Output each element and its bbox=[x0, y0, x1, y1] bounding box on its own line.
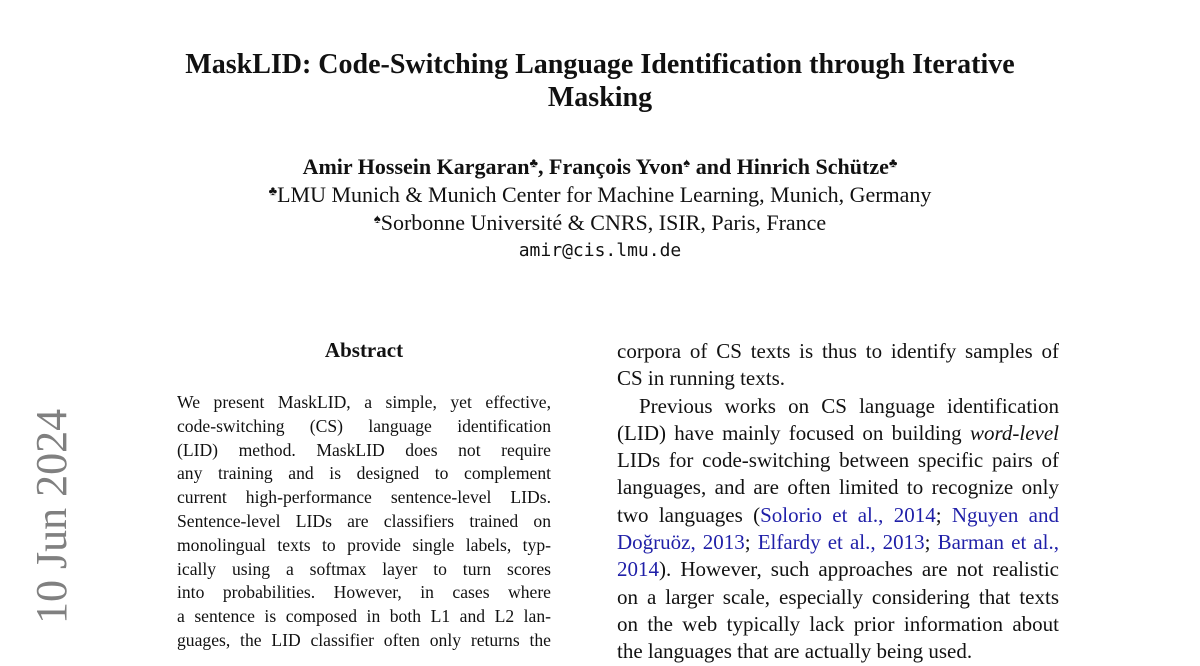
abstract-line: We present MaskLID, a simple, yet effective, bbox=[177, 392, 551, 412]
author-name-3: Hinrich Schütze bbox=[736, 154, 889, 179]
author-email: amir@cis.lmu.de bbox=[518, 240, 682, 261]
abstract-line: into probabilities. However, in cases where bbox=[177, 582, 551, 603]
abstract-column bbox=[177, 337, 551, 653]
abstract-line: current high-performance sentence-level LIDs. bbox=[177, 487, 551, 508]
body-text: (LID) have mainly focused on building bbox=[617, 420, 970, 445]
spade-symbol: ♠ bbox=[683, 155, 691, 170]
abstract-line: Sentence-level LIDs are classifiers trained on bbox=[177, 510, 551, 531]
author-name-2: François Yvon bbox=[549, 154, 684, 179]
club-symbol: ♣ bbox=[529, 155, 539, 170]
author-block bbox=[150, 152, 1050, 265]
body-line: corpora of CS texts is thus to identify samples of bbox=[617, 339, 1059, 363]
abstract-line: a sentence is composed in both L1 and L2 lan- bbox=[177, 606, 551, 627]
citation-link[interactable]: Elfardy et al., 2013 bbox=[757, 530, 925, 555]
citation-link[interactable]: Barman et al., bbox=[937, 530, 1059, 555]
arxiv-date-watermark bbox=[26, 398, 78, 648]
body-text: ; bbox=[935, 502, 952, 527]
paper-title bbox=[150, 48, 1050, 114]
body-text: two languages ( bbox=[617, 502, 761, 527]
abstract-line: guages, the LID classifier often only returns the bbox=[177, 629, 551, 650]
body-line bbox=[617, 502, 1059, 529]
author-list bbox=[150, 152, 1050, 181]
spade-symbol: ♠ bbox=[373, 211, 381, 226]
body-line bbox=[617, 420, 1059, 447]
body-text: ; bbox=[744, 530, 758, 555]
body-line: LIDs for code-switching between specific pairs of bbox=[617, 448, 1059, 473]
affiliation-2 bbox=[150, 209, 1050, 237]
abstract-line: monolingual texts to provide single labels, typ- bbox=[177, 534, 551, 555]
emphasis-text: word-level bbox=[969, 420, 1059, 445]
abstract-line: ically using a softmax layer to turn scores bbox=[177, 558, 551, 579]
body-text: ; bbox=[924, 530, 938, 555]
club-symbol: ♣ bbox=[888, 155, 898, 170]
abstract-line: code-switching (CS) language identification bbox=[177, 415, 551, 436]
affiliation-1 bbox=[150, 181, 1050, 209]
affiliation-text: LMU Munich & Munich Center for Machine Learning, Munich, Germany bbox=[277, 182, 932, 207]
body-line: on the web typically lack prior information about bbox=[617, 611, 1059, 636]
body-line: the languages that are actually being used. bbox=[617, 639, 973, 664]
club-symbol: ♣ bbox=[268, 183, 278, 198]
body-text: ). However, such approaches are not realistic bbox=[659, 557, 1059, 582]
body-line: CS in running texts. bbox=[617, 366, 786, 391]
body-line bbox=[617, 529, 1059, 556]
body-line: languages, and are often limited to recognize only bbox=[617, 475, 1059, 500]
author-separator: , bbox=[538, 154, 550, 179]
abstract-line: (LID) method. MaskLID does not require bbox=[177, 439, 551, 460]
abstract-text bbox=[177, 391, 551, 653]
body-line bbox=[617, 556, 1059, 583]
citation-link[interactable]: 2014 bbox=[617, 557, 659, 582]
author-separator: and bbox=[690, 154, 737, 179]
abstract-line: any training and is designed to complement bbox=[177, 463, 551, 484]
arxiv-date-text: 10 Jun 2024 bbox=[27, 408, 76, 624]
citation-link[interactable]: Doğruöz, 2013 bbox=[617, 530, 745, 555]
author-name-1: Amir Hossein Kargaran bbox=[302, 154, 530, 179]
citation-link[interactable]: Nguyen and bbox=[951, 502, 1059, 527]
affiliation-text: Sorbonne Université & CNRS, ISIR, Paris, France bbox=[380, 210, 827, 235]
citation-link[interactable]: Solorio et al., 2014 bbox=[760, 502, 936, 527]
body-line: on a larger scale, especially considering that texts bbox=[617, 584, 1059, 609]
body-line: Previous works on CS language identification bbox=[639, 393, 1059, 418]
intro-column bbox=[617, 338, 1059, 666]
title-line-2: Masking bbox=[547, 82, 653, 113]
abstract-heading: Abstract bbox=[324, 338, 404, 362]
title-line-1: MaskLID: Code-Switching Language Identification through Iterative bbox=[185, 49, 1015, 80]
